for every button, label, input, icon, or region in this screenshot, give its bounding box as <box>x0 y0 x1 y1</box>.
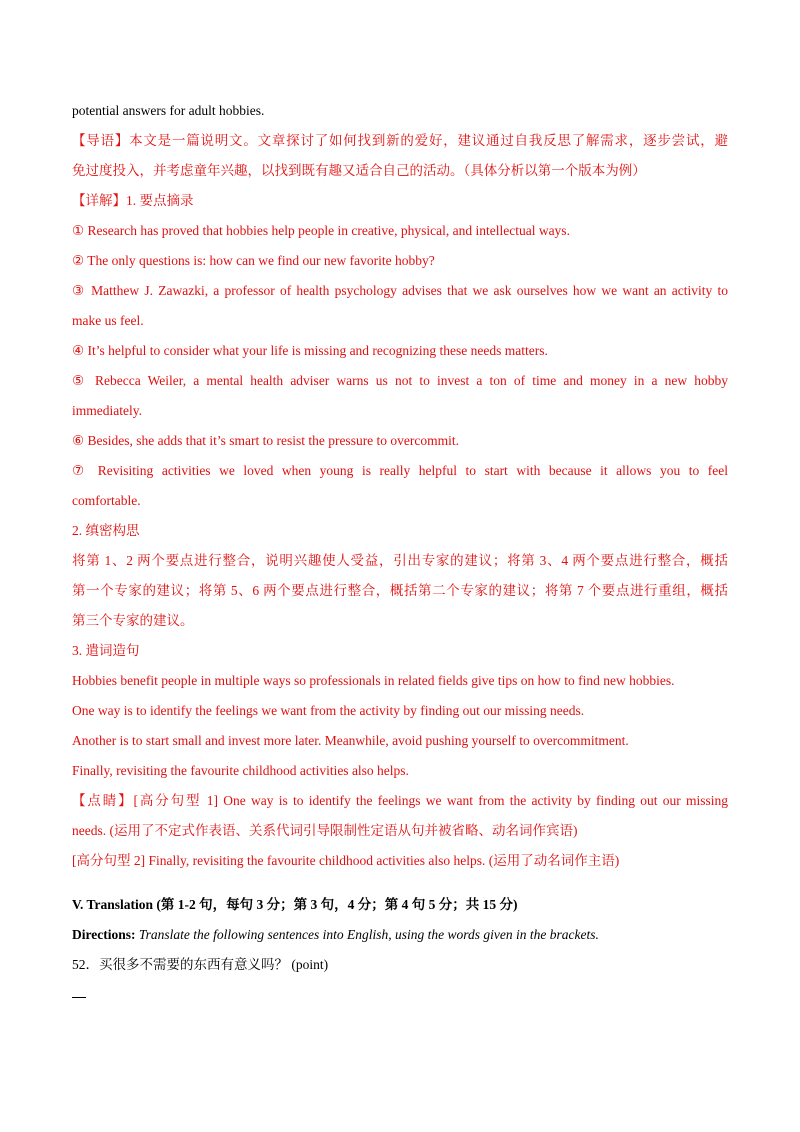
answer-line <box>72 997 86 998</box>
key-point-continued: make us feel. <box>72 313 144 328</box>
directions <box>72 920 728 950</box>
conception-line: 将第 1、2 两个要点进行整合，说明兴趣使人受益，引出专家的建议；将第 3、4 两个要点进行整合，概括 <box>72 553 728 568</box>
conception-section <box>72 516 728 636</box>
key-point-continued: comfortable. <box>72 493 141 508</box>
detail-heading: 【详解】1. 要点摘录 <box>72 193 194 208</box>
translation-heading <box>72 890 728 920</box>
key-points-list <box>72 216 728 516</box>
directions-label: Directions: <box>72 927 136 942</box>
key-point-continued: immediately. <box>72 403 142 418</box>
key-point: ⑦ Revisiting activities we loved when young is really helpful to start with because it allows you to feel <box>72 463 728 478</box>
highlight-section <box>72 786 728 876</box>
guide-line: 免过度投入，并考虑童年兴趣，以找到既有趣又适合自己的活动。（具体分析以第一个版本为例） <box>72 163 646 178</box>
summary-sentence: Finally, revisiting the favourite childhood activities also helps. <box>72 763 409 778</box>
scoring-note: (第 1-2 句，每句 3 分；第 3 句，4 分；第 4 句 5 分；共 15 分) <box>156 897 518 912</box>
key-point: ⑥ Besides, she adds that it’s smart to resist the pressure to overcommit. <box>72 433 460 448</box>
directions-text: Translate the following sentences into English, using the words given in the brackets. <box>138 927 599 942</box>
key-point: ③ Matthew J. Zawazki, a professor of health psychology advises that we ask ourselves how we want an activity to <box>72 283 728 298</box>
highlight-line: needs. (运用了不定式作表语、关系代词引导限制性定语从句并被省略、动名词作宾语) <box>72 823 578 838</box>
key-point: ① Research has proved that hobbies help people in creative, physical, and intellectual ways. <box>72 223 570 238</box>
section-heading: 2. 缜密构思 <box>72 523 140 538</box>
answer-blank[interactable] <box>72 980 728 1010</box>
summary-sentence: Hobbies benefit people in multiple ways so professionals in related fields give tips on how to find new hobbies. <box>72 673 675 688</box>
highlight-line: 【点睛】[高分句型 1] One way is to identify the feelings we want from the activity by finding out our missing <box>72 793 728 808</box>
document-page <box>72 96 728 1010</box>
highlight-line: [高分句型 2] Finally, revisiting the favourite childhood activities also helps. (运用了动名词作主语) <box>72 853 620 868</box>
wording-section <box>72 636 728 786</box>
summary-sentence: Another is to start small and invest more later. Meanwhile, avoid pushing yourself to overcommitment. <box>72 733 629 748</box>
guide-line: 【导语】本文是一篇说明文。文章探讨了如何找到新的爱好，建议通过自我反思了解需求，逐步尝试，避 <box>72 133 728 148</box>
key-point: ⑤ Rebecca Weiler, a mental health adviser warns us not to invest a ton of time and money in a new hobby <box>72 373 728 388</box>
question-52: 52．买很多不需要的东西有意义吗？ (point) <box>72 957 329 972</box>
summary-sentence: One way is to identify the feelings we want from the activity by finding out our missing needs. <box>72 703 585 718</box>
key-point: ④ It’s helpful to consider what your life is missing and recognizing these needs matters. <box>72 343 548 358</box>
section-heading: 3. 遣词造句 <box>72 643 140 658</box>
guide-paragraph <box>72 126 728 186</box>
intro-continuation: potential answers for adult hobbies. <box>72 103 265 118</box>
key-point: ② The only questions is: how can we find our new favorite hobby? <box>72 253 435 268</box>
section-title: V. Translation <box>72 897 154 912</box>
conception-line: 第一个专家的建议；将第 5、6 两个要点进行整合，概括第二个专家的建议；将第 7 个要点进行重组，概括 <box>72 583 728 598</box>
conception-line: 第三个专家的建议。 <box>72 613 194 628</box>
